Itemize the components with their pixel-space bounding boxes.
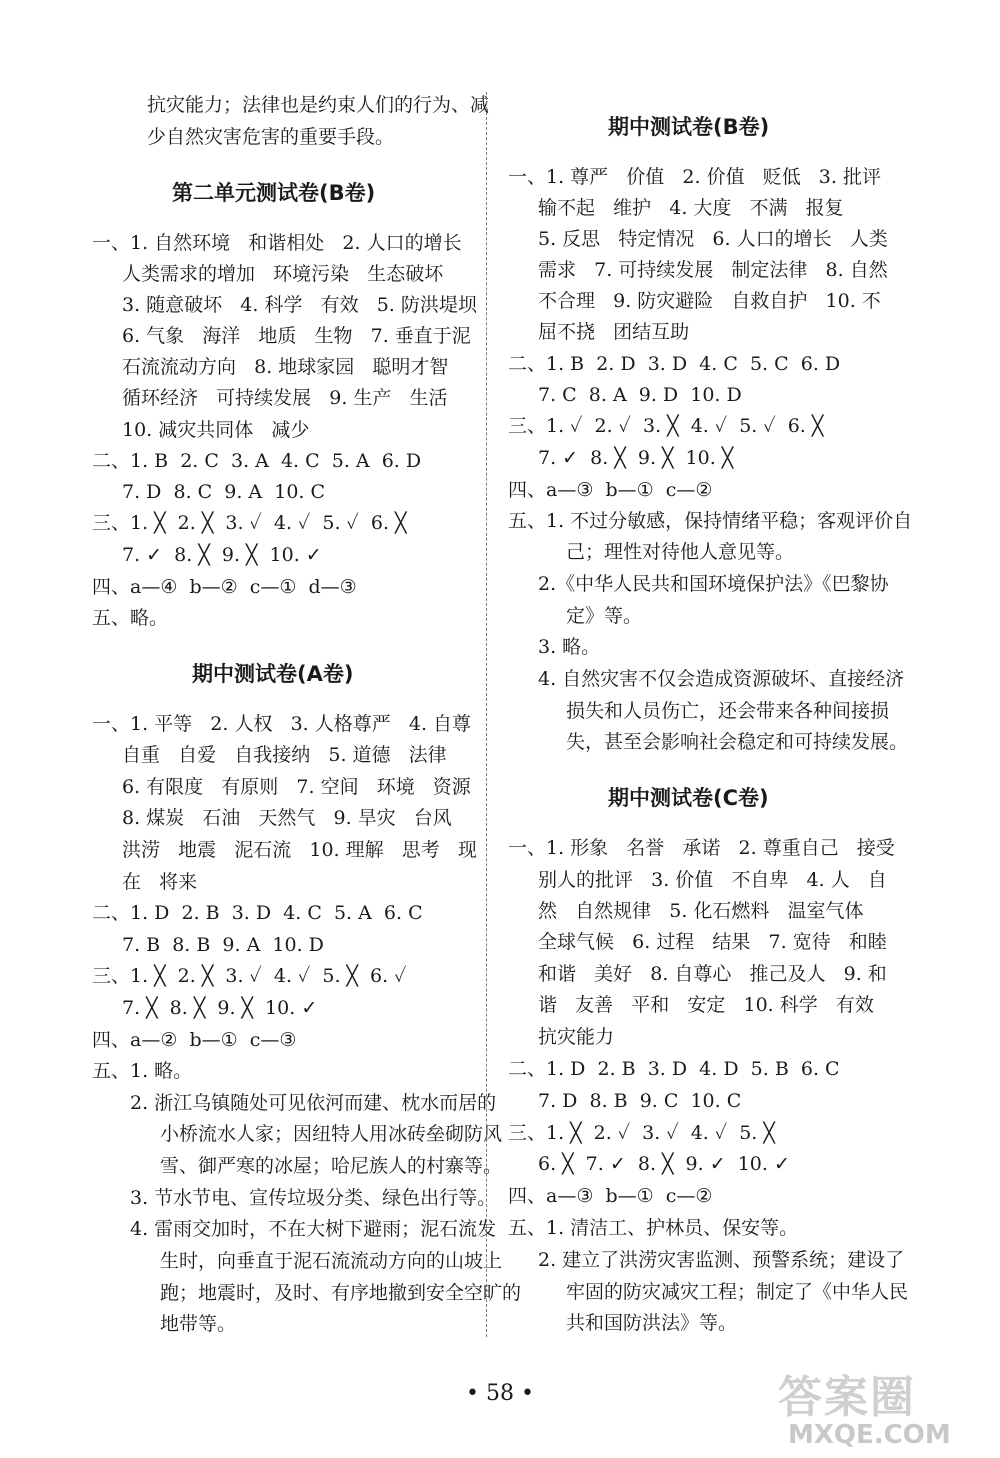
answer-line: 人类需求的增加 环境污染 生态破坏 [122,263,444,285]
answer-line: 7. ✓ 8. ╳ 9. ╳ 10. ╳ [538,447,734,469]
section-title-midterm-b: 期中测试卷(B卷) [608,115,770,139]
answer-line: 3. 节水节电、宣传垃圾分类、绿色出行等。 [130,1187,497,1209]
answer-line: 一、1. 形象 名誉 承诺 2. 尊重自己 接受 [508,837,895,859]
watermark-site: MXQE.COM [788,1420,951,1450]
answer-line: 5. 反思 特定情况 6. 人口的增长 人类 [538,228,888,250]
answer-line: 8. 煤炭 石油 天然气 9. 旱灾 台风 [122,807,452,829]
answer-line: 跑；地震时，及时、有序地撤到安全空旷的 [160,1282,522,1304]
answer-line: 7. C 8. A 9. D 10. D [538,384,742,406]
answer-line: 三、1. ╳ 2. ✓ 3. ✓ 4. ✓ 5. ╳ [508,1122,775,1144]
answer-line: 自重 自爱 自我接纳 5. 道德 法律 [122,744,447,766]
answer-line: 二、1. D 2. B 3. D 4. C 5. A 6. C [92,902,423,924]
answer-line: 牢固的防灾减灾工程；制定了《中华人民 [566,1281,909,1303]
answer-line: 生时，向垂直于泥石流流动方向的山坡上 [160,1250,503,1272]
answer-line: 一、1. 尊严 价值 2. 价值 贬低 3. 批评 [508,166,881,188]
answer-line: 抗灾能力 [538,1026,615,1048]
answer-line: 然 自然规律 5. 化石燃料 温室气体 [538,900,864,922]
section-title-midterm-c: 期中测试卷(C卷) [608,786,769,810]
answer-line: 7. ✓ 8. ╳ 9. ╳ 10. ✓ [122,544,322,566]
answer-line: 全球气候 6. 过程 结果 7. 宽待 和睦 [538,931,887,953]
answer-line: 循环经济 可持续发展 9. 生产 生活 [122,387,448,409]
answer-line: 雪、御严寒的冰屋；哈尼族人的村寨等。 [160,1155,503,1177]
intro-line: 抗灾能力；法律也是约束人们的行为、减 [147,94,490,116]
answer-line: 己；理性对待他人意见等。 [566,541,795,563]
answer-line: 2. 建立了洪涝灾害监测、预警系统；建设了 [538,1249,905,1271]
answer-line: 定》等。 [566,605,643,627]
answer-line: 四、a—③ b—① c—② [508,1185,713,1207]
answer-line: 2.《中华人民共和国环境保护法》《巴黎协 [538,573,889,595]
answer-line: 输不起 维护 4. 大度 不满 报复 [538,197,844,219]
intro-line: 少自然灾害危害的重要手段。 [147,126,395,148]
answer-line: 三、1. ╳ 2. ╳ 3. ✓ 4. ✓ 5. ╳ 6. ✓ [92,965,407,987]
page-number: • 58 • [466,1381,534,1406]
answer-line: 4. 自然灾害不仅会造成资源破坏、直接经济 [538,668,905,690]
answer-line: 五、1. 略。 [92,1060,193,1082]
answer-line: 共和国防洪法》等。 [566,1312,738,1334]
answer-line: 四、a—③ b—① c—② [508,479,713,501]
answer-line: 失，甚至会影响社会稳定和可持续发展。 [566,731,909,753]
answer-line: 3. 随意破坏 4. 科学 有效 5. 防洪堤坝 [122,294,477,316]
answer-line: 7. ╳ 8. ╳ 9. ╳ 10. ✓ [122,997,318,1019]
answer-line: 一、1. 平等 2. 人权 3. 人格尊严 4. 自尊 [92,713,472,735]
answer-line: 二、1. B 2. D 3. D 4. C 5. C 6. D [508,353,841,375]
answer-line: 一、1. 自然环境 和谐相处 2. 人口的增长 [92,232,462,254]
answer-line: 四、a—④ b—② c—① d—③ [92,576,357,598]
column-divider [486,92,487,1337]
answer-line: 7. D 8. B 9. C 10. C [538,1090,742,1112]
section-title-midterm-a: 期中测试卷(A卷) [192,662,354,686]
answer-line: 三、1. ✓ 2. ✓ 3. ╳ 4. ✓ 5. ✓ 6. ╳ [508,415,824,437]
answer-line: 7. D 8. C 9. A 10. C [122,481,326,503]
answer-line: 2. 浙江乌镇随处可见依河而建、枕水而居的 [130,1092,497,1114]
answer-line: 三、1. ╳ 2. ╳ 3. ✓ 4. ✓ 5. ✓ 6. ╳ [92,512,407,534]
answer-line: 五、1. 清洁工、护林员、保安等。 [508,1217,799,1239]
answer-line: 四、a—② b—① c—③ [92,1029,297,1051]
answer-line: 损失和人员伤亡，还会带来各种间接损 [566,700,890,722]
answer-line: 小桥流水人家；因纽特人用冰砖垒砌防风 [160,1123,503,1145]
answer-line: 10. 减灾共同体 减少 [122,419,310,441]
answer-line: 需求 7. 可持续发展 制定法律 8. 自然 [538,259,888,281]
answer-line: 二、1. B 2. C 3. A 4. C 5. A 6. D [92,450,422,472]
answer-line: 五、略。 [92,607,169,629]
answer-line: 地带等。 [160,1313,237,1335]
answer-line: 别人的批评 3. 价值 不自卑 4. 人 自 [538,869,887,891]
answer-line: 3. 略。 [538,636,601,658]
answer-line: 石流流动方向 8. 地球家园 聪明才智 [122,356,449,378]
answer-line: 不合理 9. 防灾避险 自救自护 10. 不 [538,290,881,312]
answer-line: 6. ╳ 7. ✓ 8. ╳ 9. ✓ 10. ✓ [538,1153,790,1175]
answer-line: 和谐 美好 8. 自尊心 推己及人 9. 和 [538,963,887,985]
answer-line: 6. 有限度 有原则 7. 空间 环境 资源 [122,776,471,798]
answer-line: 五、1. 不过分敏感，保持情绪平稳；客观评价自 [508,510,913,532]
answer-line: 洪涝 地震 泥石流 10. 理解 思考 现 [122,839,477,861]
answer-line: 在 将来 [122,871,198,893]
section-title-unit2-b: 第二单元测试卷(B卷) [172,181,376,205]
answer-line: 谐 友善 平和 安定 10. 科学 有效 [538,994,874,1016]
answer-line: 4. 雷雨交加时，不在大树下避雨；泥石流发 [130,1218,497,1240]
answer-line: 7. B 8. B 9. A 10. D [122,934,324,956]
answer-line: 6. 气象 海洋 地质 生物 7. 垂直于泥 [122,325,471,347]
answer-line: 二、1. D 2. B 3. D 4. D 5. B 6. C [508,1058,840,1080]
watermark-logo: 答案圈 [778,1372,916,1423]
answer-line: 屈不挠 团结互助 [538,321,690,343]
watermark [778,1372,988,1452]
